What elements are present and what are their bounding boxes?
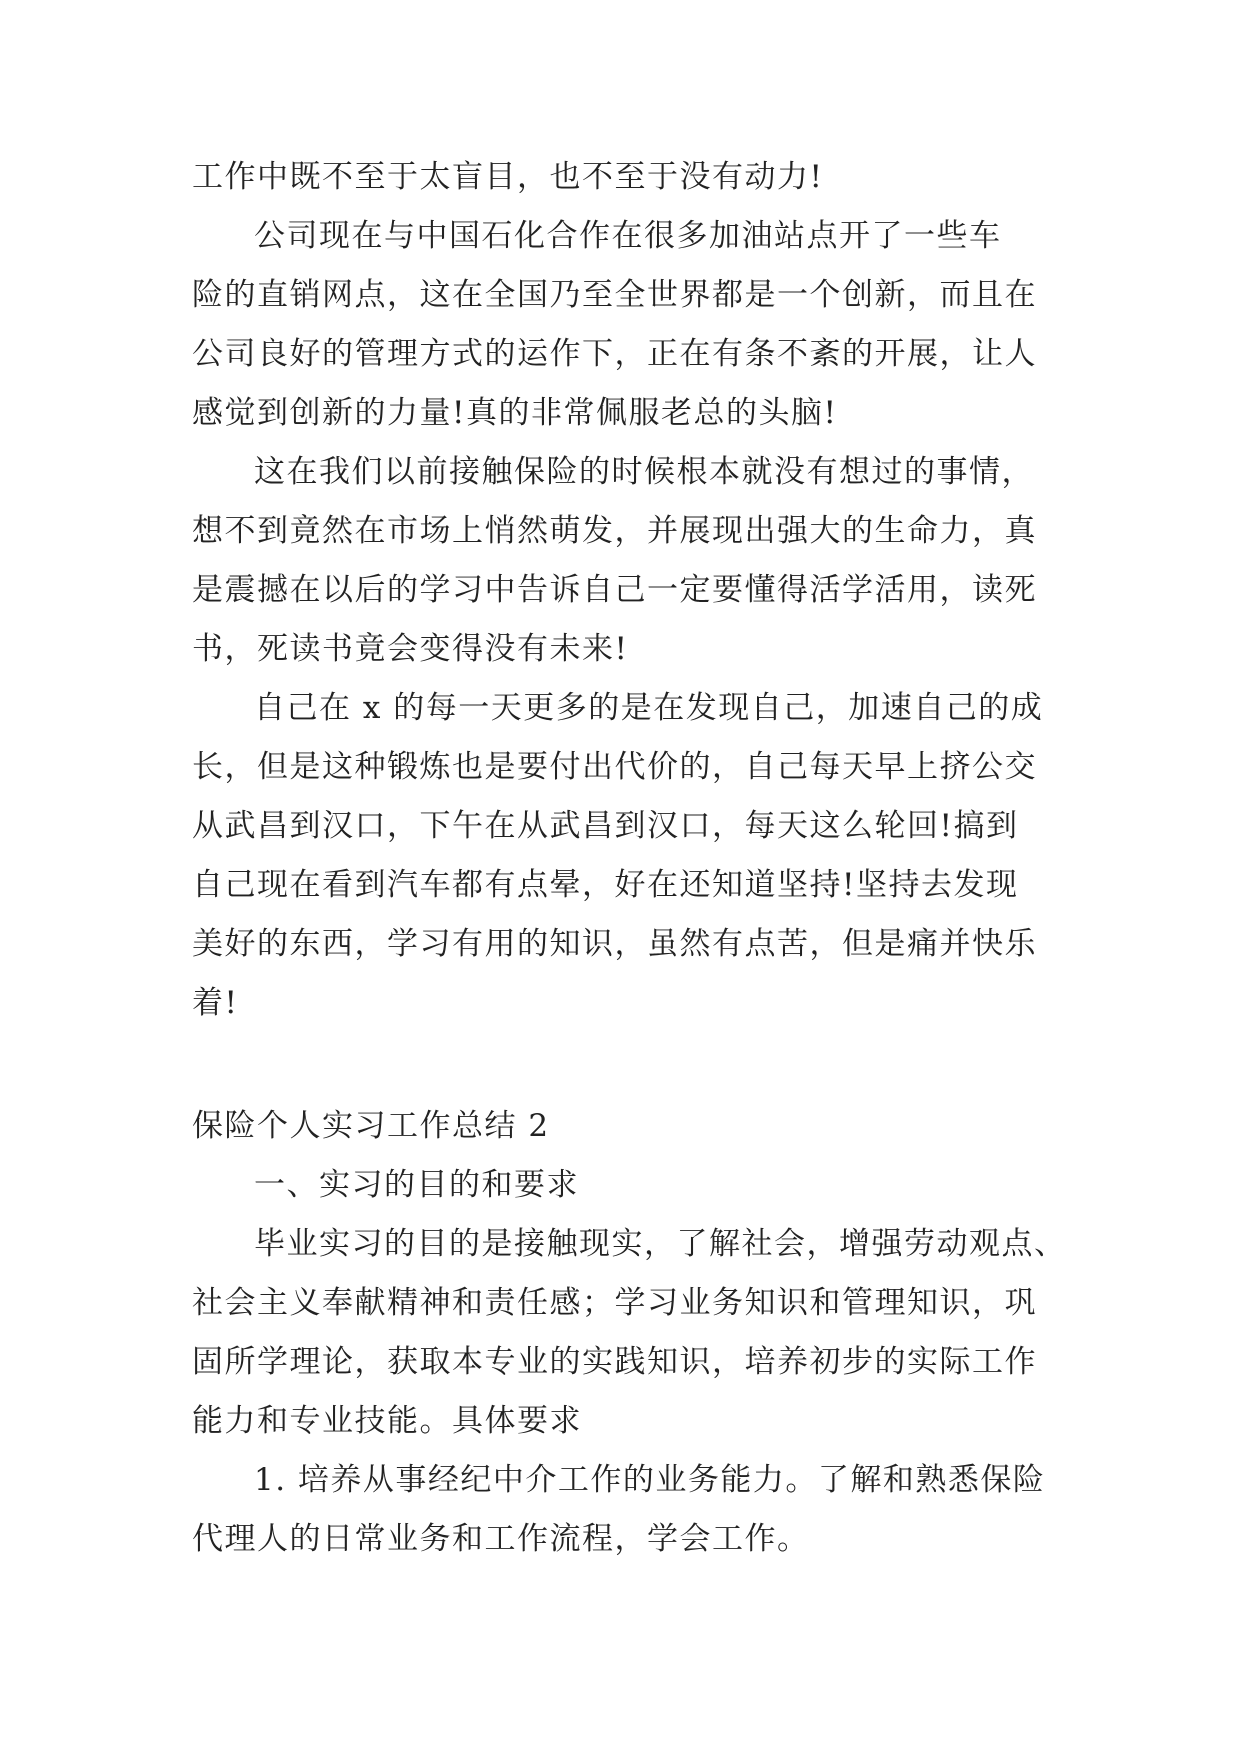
section-line: 社会主义奉献精神和责任感；学习业务知识和管理知识，巩	[192, 1285, 1037, 1321]
paragraph-line: 想不到竟然在市场上悄然萌发，并展现出强大的生命力，真	[192, 513, 1037, 549]
section-heading: 保险个人实习工作总结 2	[192, 1108, 550, 1144]
body-text-block-1	[192, 148, 1052, 1033]
paragraph-line: 长，但是这种锻炼也是要付出代价的，自己每天早上挤公交	[192, 749, 1037, 785]
paragraph-line: 是震撼在以后的学习中告诉自己一定要懂得活学活用，读死	[192, 572, 1037, 608]
paragraph-line: 感觉到创新的力量!真的非常佩服老总的头脑!	[192, 395, 838, 431]
paragraph-line: 美好的东西，学习有用的知识，虽然有点苦，但是痛并快乐	[192, 926, 1037, 962]
paragraph-line: 着!	[192, 985, 239, 1021]
paragraph-line: 自己现在看到汽车都有点晕，好在还知道坚持!坚持去发现	[192, 867, 1019, 903]
section-gap	[192, 1033, 1052, 1097]
section-line: 毕业实习的目的是接触现实，了解社会，增强劳动观点、	[254, 1226, 1067, 1262]
section-line: 1. 培养从事经纪中介工作的业务能力。了解和熟悉保险	[254, 1462, 1046, 1498]
body-text-block-2	[192, 1097, 1067, 1569]
paragraph-line: 险的直销网点，这在全国乃至全世界都是一个创新，而且在	[192, 277, 1037, 313]
section-line: 代理人的日常业务和工作流程，学会工作。	[192, 1521, 810, 1557]
document-page	[192, 148, 1067, 1569]
paragraph-line: 公司良好的管理方式的运作下，正在有条不紊的开展，让人	[192, 336, 1037, 372]
paragraph-line: 公司现在与中国石化合作在很多加油站点开了一些车	[254, 218, 1002, 254]
paragraph-line: 自己在 x 的每一天更多的是在发现自己，加速自己的成	[254, 690, 1044, 726]
section-line: 固所学理论，获取本专业的实践知识，培养初步的实际工作	[192, 1344, 1037, 1380]
section-line: 一、实习的目的和要求	[254, 1167, 579, 1203]
section-line: 能力和专业技能。具体要求	[192, 1403, 582, 1439]
paragraph-line: 工作中既不至于太盲目，也不至于没有动力!	[192, 159, 824, 195]
paragraph-line: 从武昌到汉口，下午在从武昌到汉口，每天这么轮回!搞到	[192, 808, 1019, 844]
paragraph-line: 这在我们以前接触保险的时候根本就没有想过的事情，	[254, 454, 1034, 490]
paragraph-line: 书，死读书竟会变得没有未来!	[192, 631, 629, 667]
